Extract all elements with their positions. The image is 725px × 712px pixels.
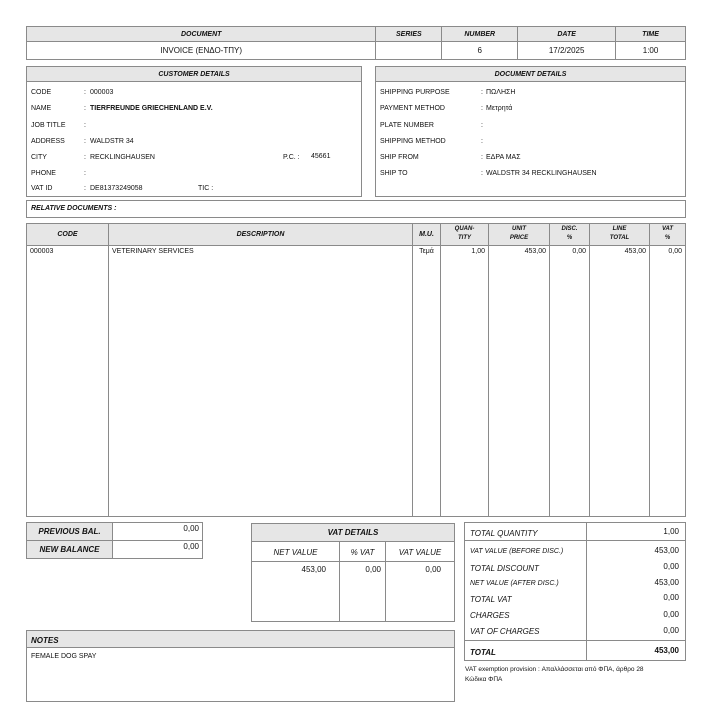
vat-percent: 0,00 [365, 565, 381, 574]
col-header-line-total [590, 225, 649, 243]
vat-percent-label: % VAT [350, 548, 375, 557]
col-header-line-total-line1: LINE [612, 226, 627, 232]
item-code: 000003 [30, 248, 54, 255]
total-vat-label: TOTAL VAT [470, 595, 512, 604]
customer-pc-label: P.C. : [283, 154, 300, 161]
customer-details-title: CUSTOMER DETAILS [27, 67, 361, 82]
customer-address-sep: : [84, 138, 86, 145]
customer-code-sep: : [84, 89, 86, 96]
customer-name-label: NAME [31, 105, 52, 112]
customer-city-sep: : [84, 154, 86, 161]
col-header-unit-price-line1: UNIT [512, 226, 526, 232]
grand-total: 453,00 [654, 646, 679, 655]
time-label: TIME [616, 27, 686, 42]
total-discount-label: TOTAL DISCOUNT [470, 564, 539, 573]
col-divider [412, 224, 413, 516]
balances-table [26, 522, 203, 559]
vat-exemption-note [465, 665, 686, 685]
ship-from-sep: : [481, 154, 483, 161]
customer-tic-label: TIC : [198, 185, 214, 192]
col-header-code: CODE [57, 231, 78, 238]
vat-exemption-line1: VAT exemption provision : Απαλλάσσεται από ΦΠΑ, άρθρο 28 [465, 666, 644, 673]
col-header-vat-line2: % [664, 235, 671, 241]
notes-box [26, 630, 455, 702]
net-value-after-discount-label: NET VALUE (AFTER DISC.) [470, 580, 559, 587]
col-header-vat [650, 225, 685, 243]
shipping-purpose-sep: : [481, 89, 483, 96]
col-header-description: DESCRIPTION [236, 231, 285, 238]
number-label: NUMBER [442, 27, 518, 42]
customer-code: 000003 [90, 89, 114, 96]
series-label: SERIES [376, 27, 442, 42]
vat-value: 0,00 [425, 565, 441, 574]
col-header-line-total-line2: TOTAL [609, 235, 630, 241]
customer-pc: 45661 [311, 153, 331, 160]
document-number: 6 [442, 42, 518, 60]
item-unit-price: 453,00 [524, 248, 546, 255]
col-divider [589, 224, 590, 516]
customer-phone-sep: : [84, 170, 86, 177]
plate-number-label: PLATE NUMBER [380, 122, 434, 129]
total-quantity: 1,00 [663, 527, 679, 536]
total-vat: 0,00 [663, 593, 679, 602]
shipping-purpose-label: SHIPPING PURPOSE [380, 89, 450, 96]
col-divider [549, 224, 550, 516]
item-mu: Τεμά [419, 248, 434, 255]
customer-address: WALDSTR 34 [90, 138, 134, 145]
vat-header-divider [252, 561, 454, 562]
customer-address-label: ADDRESS [31, 138, 65, 145]
ship-to-sep: : [481, 170, 483, 177]
vat-of-charges: 0,00 [663, 626, 679, 635]
document-date: 17/2/2025 [518, 42, 616, 60]
item-quantity: 1,00 [471, 248, 485, 255]
vat-of-charges-label: VAT OF CHARGES [470, 627, 540, 636]
charges: 0,00 [663, 610, 679, 619]
payment-method-label: PAYMENT METHOD [380, 105, 445, 112]
document-type: INVOICE (ΕΝΔΟ-ΤΠΥ) [27, 42, 376, 60]
col-header-unit-price-line2: PRICE [509, 235, 529, 241]
vat-value-label: VAT VALUE [398, 548, 442, 557]
customer-name-sep: : [84, 105, 86, 112]
payment-method-sep: : [481, 105, 483, 112]
ship-to: WALDSTR 34 RECKLINGHAUSEN [486, 170, 597, 177]
col-header-discount-line1: DISC. [561, 226, 578, 232]
net-value-after-discount: 453,00 [654, 578, 679, 587]
customer-name: TIERFREUNDE GRIECHENLAND E.V. [90, 105, 213, 112]
item-vat: 0,00 [668, 248, 682, 255]
previous-balance-label: PREVIOUS BAL. [27, 523, 113, 541]
totals-box [464, 522, 686, 661]
plate-number-sep: : [481, 122, 483, 129]
col-header-quantity-line2: TITY [458, 235, 471, 241]
customer-code-label: CODE [31, 89, 52, 96]
totals-row-divider [465, 540, 685, 541]
col-divider [649, 224, 650, 516]
vat-net-value: 453,00 [301, 565, 326, 574]
col-header-quantity [441, 225, 488, 243]
date-label: DATE [518, 27, 616, 42]
relative-documents-box [26, 200, 686, 218]
col-header-discount [550, 225, 589, 243]
customer-vat-label: VAT ID [31, 185, 53, 192]
customer-vat-sep: : [84, 185, 86, 192]
value-before-discount-label: VAT VALUE (BEFORE DISC.) [470, 548, 564, 555]
col-divider [108, 224, 109, 516]
total-quantity-label: TOTAL QUANTITY [470, 529, 538, 538]
items-table [26, 223, 686, 517]
new-balance: 0,00 [113, 541, 203, 559]
customer-job-label: JOB TITLE [31, 122, 66, 129]
document-time: 1:00 [616, 42, 686, 60]
total-discount: 0,00 [663, 562, 679, 571]
shipping-method-label: SHIPPING METHOD [380, 138, 446, 145]
notes-title: NOTES [31, 636, 59, 645]
col-header-mu: M.U. [419, 231, 434, 238]
document-label: DOCUMENT [27, 27, 376, 42]
customer-details-box [26, 66, 362, 197]
customer-city-label: CITY [31, 154, 47, 161]
col-header-discount-line2: % [566, 235, 573, 241]
previous-balance: 0,00 [113, 523, 203, 541]
ship-to-label: SHIP TO [380, 170, 408, 177]
notes-header [27, 631, 454, 648]
new-balance-label: NEW BALANCE [27, 541, 113, 559]
customer-vat: DE81373249058 [90, 185, 143, 192]
grand-total-label: TOTAL [470, 648, 496, 657]
notes-text: FEMALE DOG SPAY [31, 653, 97, 660]
document-header-table [26, 26, 686, 60]
customer-phone-label: PHONE [31, 170, 56, 177]
payment-method: Μετρητά [486, 105, 513, 112]
customer-city: RECKLINGHAUSEN [90, 154, 155, 161]
document-details-box [375, 66, 686, 197]
relative-documents-label: RELATIVE DOCUMENTS : [31, 205, 117, 212]
ship-from: ΕΔΡΑ ΜΑΣ [486, 154, 521, 161]
customer-job-sep: : [84, 122, 86, 129]
document-details-title: DOCUMENT DETAILS [376, 67, 685, 82]
shipping-method-sep: : [481, 138, 483, 145]
item-description: VETERINARY SERVICES [112, 248, 194, 255]
col-divider [440, 224, 441, 516]
vat-details-title: VAT DETAILS [252, 524, 454, 542]
net-value-label: NET VALUE [273, 548, 318, 557]
vat-exemption-line2: Κώδικα ΦΠΑ [465, 676, 503, 683]
value-before-discount: 453,00 [654, 546, 679, 555]
totals-row-divider [465, 640, 685, 641]
col-divider [488, 224, 489, 516]
col-header-quantity-line1: QUAN- [454, 226, 475, 232]
ship-from-label: SHIP FROM [380, 154, 419, 161]
document-series [376, 42, 442, 60]
item-discount: 0,00 [572, 248, 586, 255]
col-header-vat-line1: VAT [661, 226, 674, 232]
item-line-total: 453,00 [624, 248, 646, 255]
vat-details-box [251, 523, 455, 622]
charges-label: CHARGES [470, 611, 510, 620]
col-header-unit-price [489, 225, 549, 243]
shipping-purpose: ΠΩΛΗΣΗ [486, 89, 516, 96]
